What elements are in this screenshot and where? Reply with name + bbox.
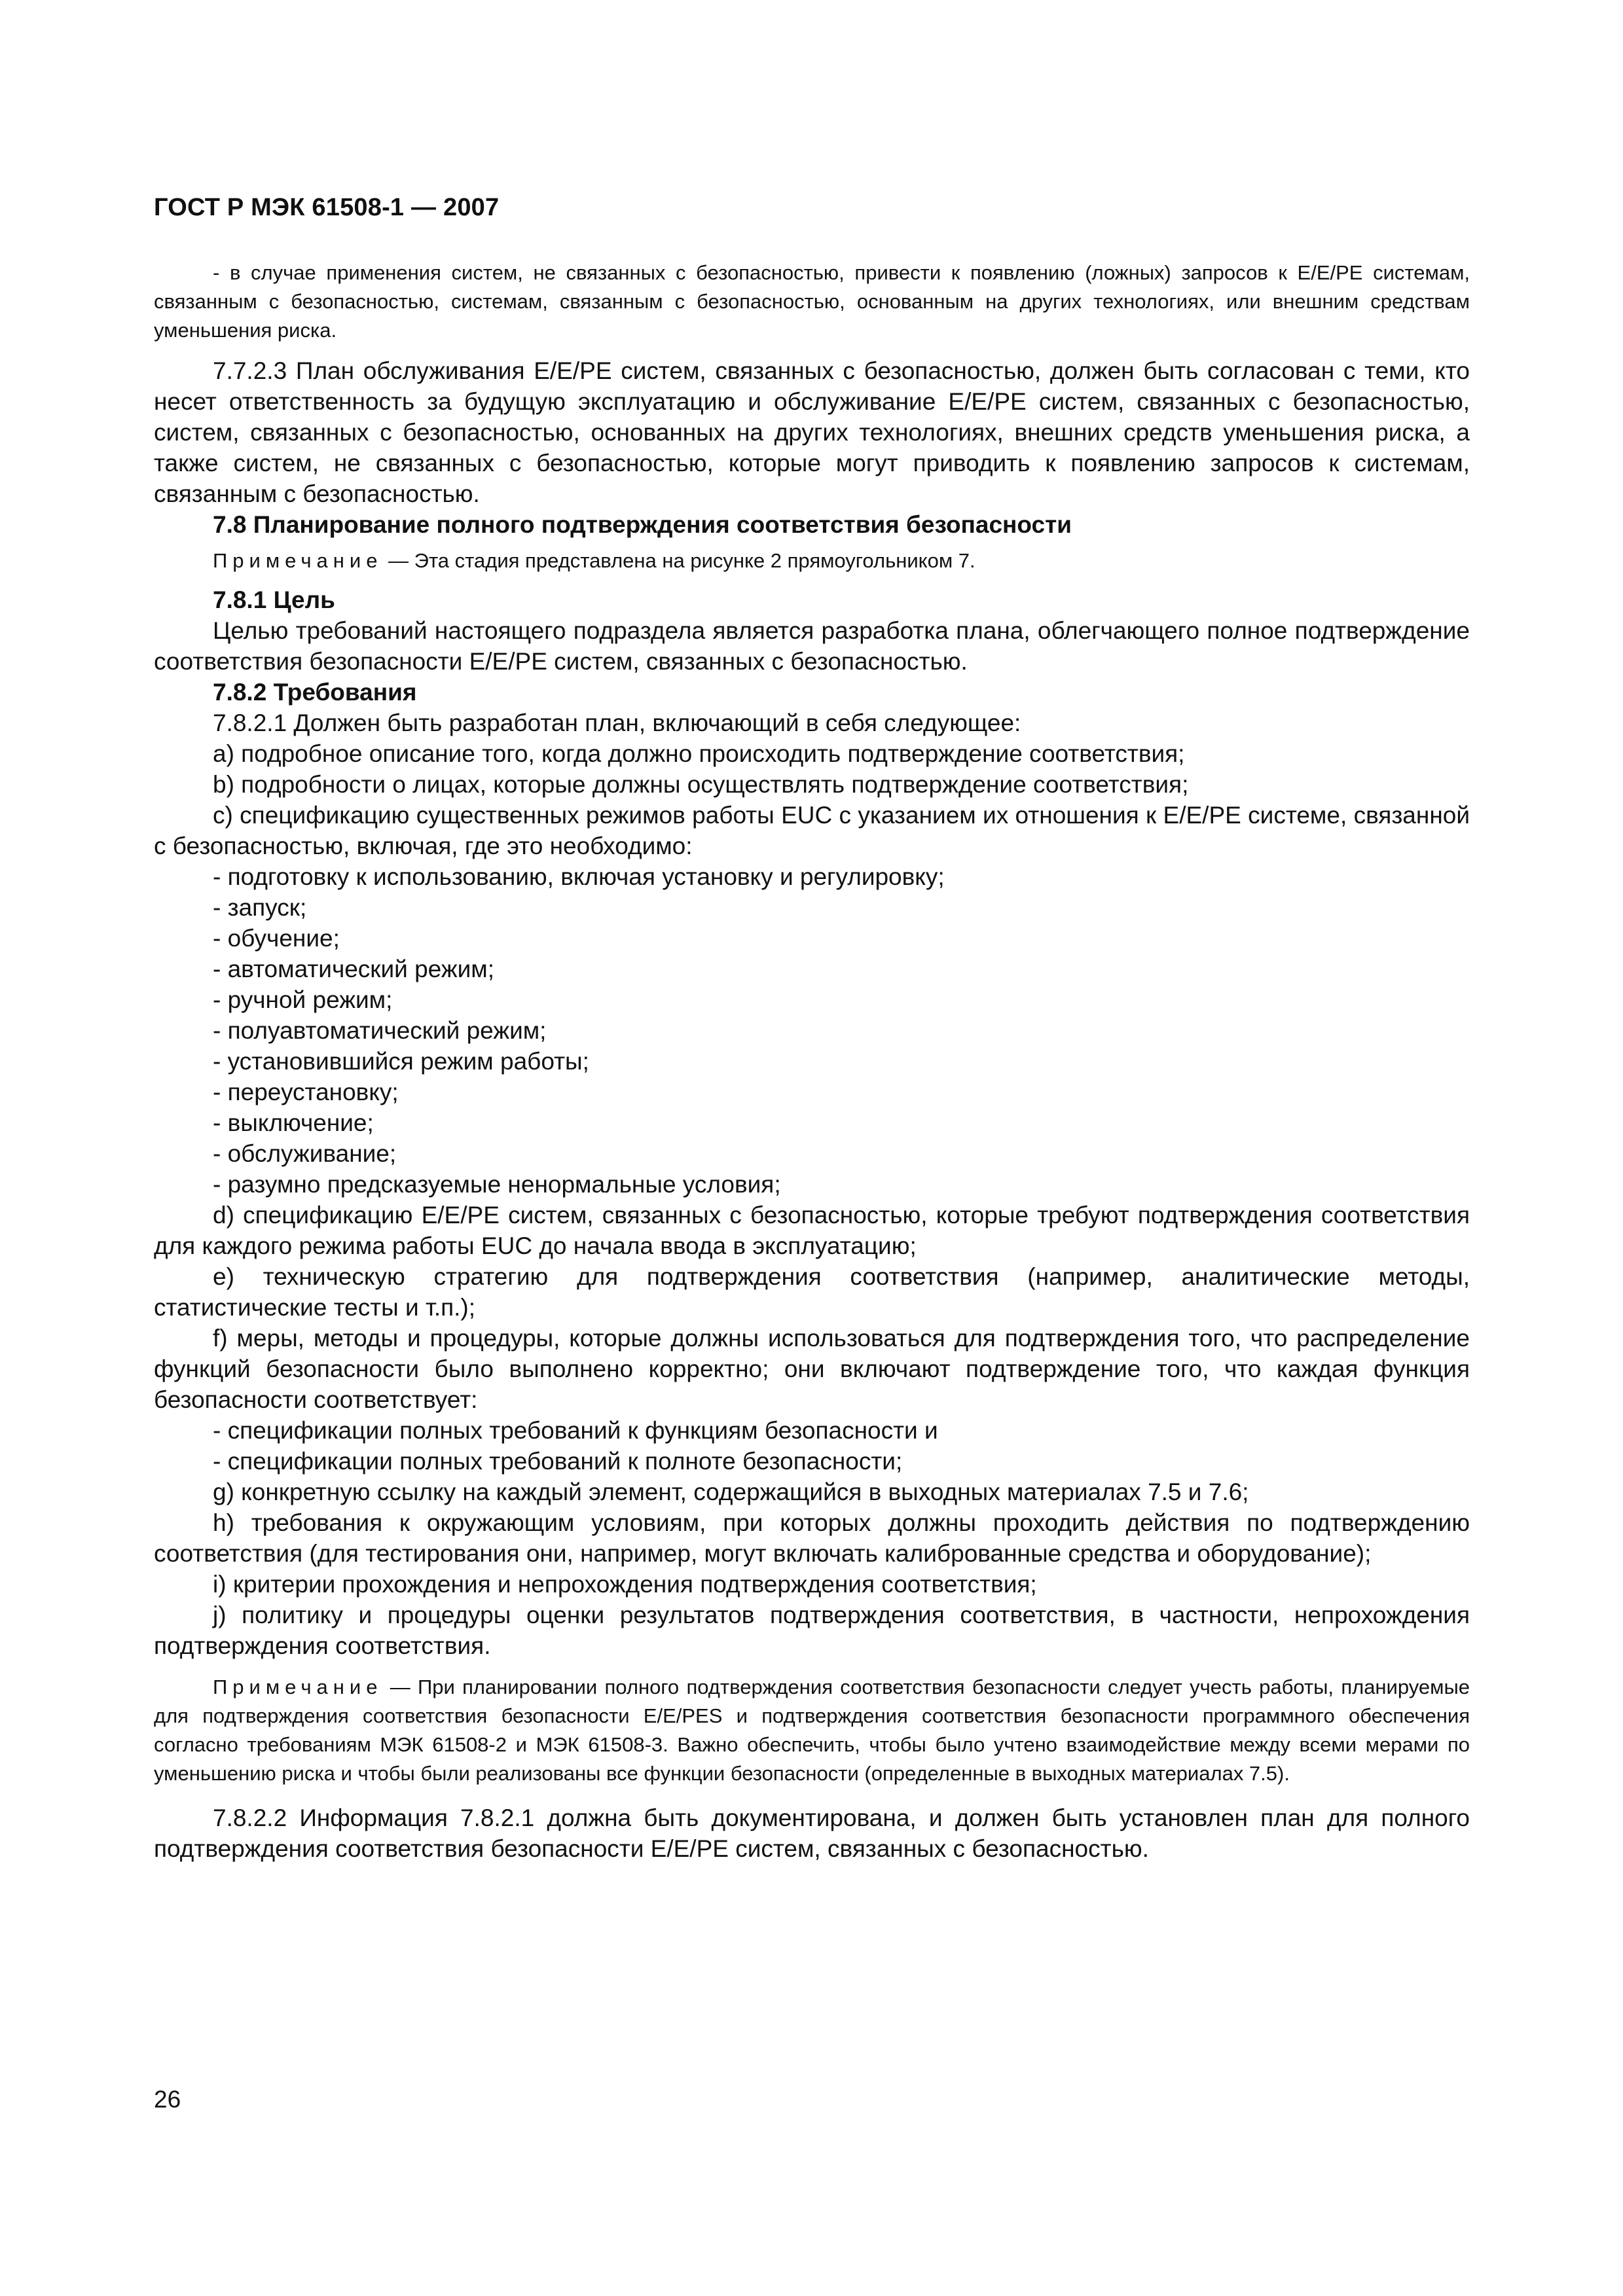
document-page bbox=[154, 193, 1470, 1864]
mode-item: - переустановку; bbox=[213, 1079, 399, 1105]
list-item-f: f) меры, методы и процедуры, которые должны использоваться для подтверждения того, что распределение функций безопасности было выполнено корректно; они включают подтверждение того, что каждая функция безопасности соответствует: bbox=[154, 1325, 1470, 1413]
note-2-label: Примечание bbox=[213, 1676, 383, 1698]
paragraph-7-8-2-2: 7.8.2.2 Информация 7.8.2.1 должна быть документирована, и должен быть установлен план для полного подтверждения соответствия безопасности E/E/PE систем, связанных с безопасностью. bbox=[154, 1804, 1470, 1862]
mode-item: - выключение; bbox=[213, 1109, 374, 1136]
mode-item: - автоматический режим; bbox=[213, 956, 494, 982]
document-header: ГОСТ Р МЭК 61508-1 — 2007 bbox=[154, 194, 500, 221]
mode-item: - полуавтоматический режим; bbox=[213, 1017, 547, 1044]
section-heading-7-8: 7.8 Планирование полного подтверждения соответствия безопасности bbox=[213, 511, 1072, 538]
mode-item: - обслуживание; bbox=[213, 1140, 397, 1167]
note-2-text: — При планировании полного подтверждения соответствия безопасности следует учесть работы, планируемые для подтверждения соответствия безопасности E/E/PES и подтверждения соответствия безопасности программного обеспечения согласно требованиям МЭК 61508-2 и МЭК 61508-3. Важно обеспечить, чтобы было учтено взаимодействие между всеми мерами по уменьшению риска и чтобы были реализованы все функции безопасности (определенные в выходных материалах 7.5). bbox=[154, 1676, 1470, 1785]
note-1-label: Примечание bbox=[213, 549, 383, 572]
note-1-text: — Эта стадия представлена на рисунке 2 прямоугольником 7. bbox=[382, 549, 976, 572]
list-item-c: с) спецификацию существенных режимов работы EUC с указанием их отношения к E/E/PE системе, связанной с безопасностью, включая, где это необходимо: bbox=[154, 802, 1470, 859]
paragraph-7-8-1: Целью требований настоящего подраздела является разработка плана, облегчающего полное подтверждение соответствия безопасности E/E/PE систем, связанных с безопасностью. bbox=[154, 617, 1470, 675]
subsection-heading-7-8-1: 7.8.1 Цель bbox=[213, 586, 335, 613]
subsection-heading-7-8-2: 7.8.2 Требования bbox=[213, 679, 417, 706]
mode-item: - запуск; bbox=[213, 894, 307, 921]
list-item-h: h) требования к окружающим условиям, при которых должны проходить действия по подтверждению соответствия (для тестирования они, например, могут включать калиброванные средства и оборудование); bbox=[154, 1509, 1470, 1567]
paragraph-7-8-2-1: 7.8.2.1 Должен быть разработан план, включающий в себя следующее: bbox=[213, 709, 1021, 736]
list-item-d: d) спецификацию E/E/PE систем, связанных с безопасностью, которые требуют подтверждения соответствия для каждого режима работы EUC до начала ввода в эксплуатацию; bbox=[154, 1202, 1470, 1259]
list-item-i: i) критерии прохождения и непрохождения подтверждения соответствия; bbox=[213, 1571, 1037, 1598]
mode-item: - подготовку к использованию, включая установку и регулировку; bbox=[213, 863, 945, 890]
f-sub-item: - спецификации полных требований к полноте безопасности; bbox=[213, 1448, 903, 1475]
list-item-j: j) политику и процедуры оценки результатов подтверждения соответствия, в частности, непрохождения подтверждения соответствия. bbox=[154, 1602, 1470, 1659]
list-item-b: b) подробности о лицах, которые должны осуществлять подтверждение соответствия; bbox=[213, 771, 1189, 798]
page-number: 26 bbox=[154, 2086, 181, 2113]
list-item-g: g) конкретную ссылку на каждый элемент, содержащийся в выходных материалах 7.5 и 7.6; bbox=[213, 1479, 1249, 1505]
mode-item: - разумно предсказуемые ненормальные условия; bbox=[213, 1171, 781, 1198]
paragraph-7-7-2-3: 7.7.2.3 План обслуживания E/E/PE систем, связанных с безопасностью, должен быть согласован с теми, кто несет ответственность за будущую эксплуатацию и обслуживание E/E/PE систем, связанных с безопасностью, систем, связанных с безопасностью, основанных на других технологиях, внешних средств уменьшения риска, а также систем, не связанных с безопасностью, которые могут приводить к появлению запросов к системам, связанным с безопасностью. bbox=[154, 357, 1470, 507]
note-2 bbox=[154, 1673, 1470, 1788]
mode-item: - ручной режим; bbox=[213, 986, 393, 1013]
f-sub-item: - спецификации полных требований к функциям безопасности и bbox=[213, 1417, 938, 1444]
list-item-a: а) подробное описание того, когда должно происходить подтверждение соответствия; bbox=[213, 740, 1185, 767]
mode-item: - установившийся режим работы; bbox=[213, 1048, 589, 1075]
intro-paragraph: - в случае применения систем, не связанных с безопасностью, привести к появлению (ложных) запросов к E/E/PE системам, связанным с безопасностью, системам, связанным с безопасностью, основанным на других технологиях, или внешним средствам уменьшения риска. bbox=[154, 261, 1470, 342]
list-item-e: е) техническую стратегию для подтверждения соответствия (например, аналитические методы, статистические тесты и т.п.); bbox=[154, 1263, 1470, 1321]
mode-item: - обучение; bbox=[213, 925, 340, 952]
note-1 bbox=[154, 547, 1470, 575]
